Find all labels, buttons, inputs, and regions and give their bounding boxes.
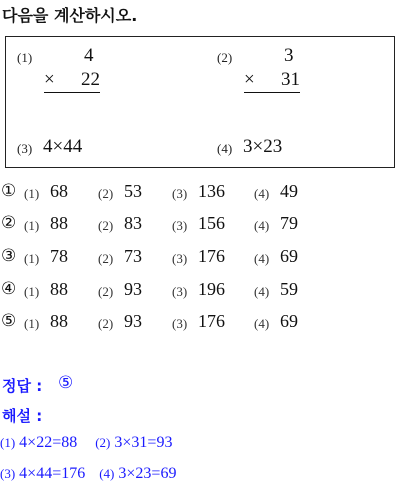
option-item-value: 88 [50,311,68,331]
option-item-value: 78 [50,246,68,266]
option-item-label: (2) [98,218,114,233]
option-row-5[interactable] [0,311,400,335]
question-2-label: (2) [217,50,233,65]
explanation-4-label: (4) [99,466,115,481]
option-marker: ⑤ [1,311,17,330]
option-item-label: (1) [24,284,40,299]
option-item-label: (4) [254,218,270,233]
option-item-value: 156 [198,213,225,233]
option-item-value: 176 [198,311,225,331]
question-3-expression: 4×44 [43,136,83,157]
option-marker: ④ [1,279,17,298]
option-item-label: (3) [172,316,188,331]
question-4-label: (4) [217,141,233,156]
option-item-label: (1) [24,251,40,266]
explanation-3-label: (3) [0,466,16,481]
explanation-1-label: (1) [0,435,16,450]
explanation-3-expression: 4×44=176 [19,465,86,482]
question-1-bottom-number: 22 [81,69,100,90]
question-2-bottom-line [244,69,300,93]
option-item-label: (3) [172,186,188,201]
question-2-operator: × [244,69,255,90]
option-row-4[interactable] [0,279,400,303]
option-marker: ② [1,213,17,232]
option-item-value: 83 [124,213,142,233]
option-item-value: 69 [280,246,298,266]
explanation-4-expression: 3×23=69 [118,465,177,482]
question-1-bottom-line [44,69,100,93]
option-item-label: (2) [98,284,114,299]
answer-label: 정답 : [2,377,43,395]
explanation-label: 해설 : [2,407,43,425]
option-row-2[interactable] [0,213,400,237]
question-1-top-number: 4 [84,45,94,66]
explanation-1-expression: 4×22=88 [19,434,78,451]
option-item-value: 53 [124,181,142,201]
question-1-label: (1) [17,50,33,65]
option-item-label: (3) [172,218,188,233]
explanation-2-label: (2) [95,435,111,450]
question-1-operator: × [44,69,55,90]
option-item-value: 176 [198,246,225,266]
problem-title: 다음을 계산하시오. [2,6,138,25]
option-item-label: (3) [172,251,188,266]
option-marker: ① [1,181,17,200]
option-row-1[interactable] [0,181,400,205]
option-row-3[interactable] [0,246,400,270]
option-item-value: 69 [280,311,298,331]
option-item-value: 196 [198,279,225,299]
question-4-expression: 3×23 [243,136,283,157]
option-item-value: 73 [124,246,142,266]
option-item-label: (1) [24,186,40,201]
option-item-label: (4) [254,316,270,331]
question-2-bottom-number: 31 [281,69,300,90]
option-item-value: 49 [280,181,298,201]
option-item-value: 88 [50,213,68,233]
answer-value: ⑤ [58,373,74,392]
option-item-value: 136 [198,181,225,201]
question-2-top-number: 3 [284,45,294,66]
option-item-value: 79 [280,213,298,233]
option-marker: ③ [1,246,17,265]
question-3-label: (3) [17,141,33,156]
option-item-label: (4) [254,251,270,266]
question-box [5,36,395,168]
option-item-value: 93 [124,311,142,331]
option-item-value: 68 [50,181,68,201]
option-item-value: 59 [280,279,298,299]
option-item-label: (2) [98,251,114,266]
option-item-label: (3) [172,284,188,299]
option-item-label: (1) [24,316,40,331]
option-item-label: (1) [24,218,40,233]
option-item-value: 88 [50,279,68,299]
option-item-label: (4) [254,284,270,299]
explanation-line-1 [0,434,172,452]
option-item-label: (2) [98,316,114,331]
explanation-line-2 [0,465,176,483]
option-item-label: (2) [98,186,114,201]
explanation-2-expression: 3×31=93 [114,434,173,451]
option-item-label: (4) [254,186,270,201]
option-item-value: 93 [124,279,142,299]
